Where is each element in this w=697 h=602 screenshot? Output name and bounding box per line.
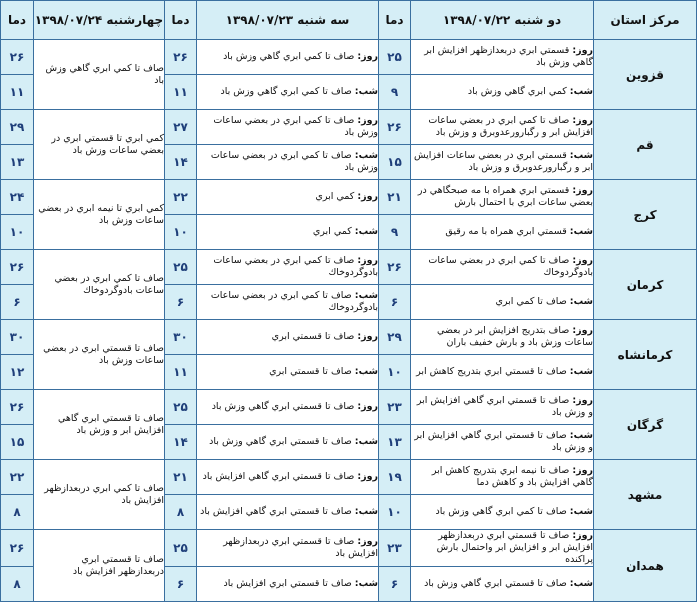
header-day2-temp: دما	[165, 1, 197, 40]
day2-night-forecast	[197, 75, 379, 110]
day2-max-temp: ۲۷	[165, 110, 197, 145]
day3-min-temp: ۶	[1, 285, 34, 320]
day3-forecast: صاف تا قسمتي ابري گاهي افزايش ابر و وزش باد	[34, 390, 165, 460]
period-label: شب:	[569, 226, 593, 237]
period-label: شب:	[354, 290, 378, 301]
header-day3: چهارشنبه ۱۳۹۸/۰۷/۲۴	[34, 1, 165, 40]
day2-day-forecast	[197, 460, 379, 495]
province-name: همدان	[594, 530, 697, 602]
day1-min-temp: ۱۰	[379, 355, 411, 390]
day1-max-temp: ۱۹	[379, 460, 411, 495]
period-label: شب:	[569, 296, 593, 307]
day2-day-forecast	[197, 110, 379, 145]
day1-min-temp: ۱۵	[379, 145, 411, 180]
period-label: شب:	[354, 436, 378, 447]
day2-day-forecast	[197, 180, 379, 215]
forecast-text: صاف تا كمي ابري در بعضي ساعات بادوگردوخاك	[210, 290, 378, 313]
day1-night-forecast	[411, 567, 594, 602]
day2-min-temp: ۱۱	[165, 355, 197, 390]
period-label: روز:	[357, 51, 378, 62]
period-label: روز:	[357, 536, 378, 547]
forecast-text: قسمتي ابري همراه با مه رقيق	[445, 226, 567, 237]
day2-min-temp: ۱۴	[165, 145, 197, 180]
period-label: شب:	[569, 86, 593, 97]
period-label: روز:	[572, 45, 593, 56]
day3-max-temp: ۲۹	[1, 110, 34, 145]
period-label: شب:	[354, 506, 378, 517]
day2-max-temp: ۲۵	[165, 250, 197, 285]
forecast-text: صاف تا كمي ابري در بعضي ساعات بادوگردوخاك	[213, 255, 378, 278]
day1-night-forecast	[411, 355, 594, 390]
forecast-text: صاف بتدريج افزايش ابر در بعضي ساعات وزش باد و بارش خفيف باران	[436, 325, 593, 348]
day2-night-forecast	[197, 145, 379, 180]
day3-max-temp: ۲۶	[1, 250, 34, 285]
day2-min-temp: ۱۰	[165, 215, 197, 250]
day3-forecast: كمي ابري تا نيمه ابري در بعضي ساعات وزش باد	[34, 180, 165, 250]
period-label: روز:	[572, 255, 593, 266]
period-label: شب:	[569, 578, 593, 589]
day2-min-temp: ۱۴	[165, 425, 197, 460]
forecast-text: صاف تا قسمتي ابري گاهي وزش باد	[424, 578, 567, 589]
period-label: شب:	[569, 506, 593, 517]
day3-forecast: صاف تا قسمتي ابري در بعضي ساعات وزش باد	[34, 320, 165, 390]
province-name: كرج	[594, 180, 697, 250]
day1-night-forecast	[411, 425, 594, 460]
day3-forecast: صاف تا كمي ابري گاهي وزش باد	[34, 40, 165, 110]
forecast-text: صاف تا قسمتي ابري بتدريج كاهش ابر	[416, 366, 567, 377]
forecast-text: كمي ابري	[312, 226, 352, 237]
day2-max-temp: ۲۵	[165, 390, 197, 425]
forecast-text: صاف تا قسمتي ابري دربعدازظهر افزايش باد	[223, 536, 378, 559]
forecast-text: صاف تا قسمتي ابري دربعدازظهر افزايش ابر و افزايش ابر واحتمال بارش پراكنده	[436, 530, 593, 565]
day3-forecast: صاف تا كمي ابري در بعضي ساعات بادوگردوخاك	[34, 250, 165, 320]
forecast-text: قسمتي ابري دربعدازظهر افزايش ابر گاهي وزش باد	[424, 45, 593, 68]
period-label: روز:	[357, 255, 378, 266]
period-label: روز:	[357, 191, 378, 202]
forecast-text: صاف تا كمي ابري در بعضي ساعات وزش باد	[210, 150, 378, 173]
day3-min-temp: ۱۰	[1, 215, 34, 250]
forecast-text: صاف تا قسمتي ابري گاهي افزايش ابر و وزش باد	[414, 430, 593, 453]
day1-max-temp: ۲۳	[379, 390, 411, 425]
day2-max-temp: ۲۲	[165, 180, 197, 215]
day2-max-temp: ۲۶	[165, 40, 197, 75]
header-day1-temp: دما	[379, 1, 411, 40]
day3-forecast: صاف تا قسمتي ابري دربعدازظهر افزايش باد	[34, 530, 165, 602]
forecast-text: صاف تا كمي ابري گاهي وزش باد	[223, 51, 355, 62]
day1-night-forecast	[411, 75, 594, 110]
forecast-text: صاف تا كمي ابري گاهي وزش باد	[220, 86, 352, 97]
forecast-body	[1, 40, 697, 602]
forecast-text: كمي ابري	[315, 191, 355, 202]
period-label: روز:	[357, 401, 378, 412]
day3-min-temp: ۱۲	[1, 355, 34, 390]
table-row	[1, 180, 697, 215]
day3-max-temp: ۲۲	[1, 460, 34, 495]
day2-min-temp: ۸	[165, 495, 197, 530]
day3-min-temp: ۸	[1, 567, 34, 602]
day3-max-temp: ۲۶	[1, 390, 34, 425]
day1-day-forecast	[411, 40, 594, 75]
day1-day-forecast	[411, 460, 594, 495]
day2-min-temp: ۶	[165, 285, 197, 320]
forecast-text: صاف تا قسمتي ابري گاهي افزايش باد	[202, 471, 355, 482]
day1-max-temp: ۲۶	[379, 110, 411, 145]
day1-max-temp: ۲۶	[379, 250, 411, 285]
day1-day-forecast	[411, 530, 594, 567]
forecast-text: صاف تا قسمتي ابري گاهي وزش باد	[209, 436, 352, 447]
table-row	[1, 460, 697, 495]
period-label: روز:	[572, 465, 593, 476]
day3-max-temp: ۲۶	[1, 40, 34, 75]
day3-max-temp: ۲۶	[1, 530, 34, 567]
day2-max-temp: ۳۰	[165, 320, 197, 355]
day1-min-temp: ۶	[379, 285, 411, 320]
day3-min-temp: ۱۳	[1, 145, 34, 180]
day1-max-temp: ۲۳	[379, 530, 411, 567]
day1-day-forecast	[411, 320, 594, 355]
forecast-text: صاف تا قسمتي ابري گاهي افزايش ابر و وزش باد	[416, 395, 593, 418]
period-label: شب:	[569, 366, 593, 377]
day1-max-temp: ۲۱	[379, 180, 411, 215]
table-row	[1, 530, 697, 567]
day2-day-forecast	[197, 320, 379, 355]
province-name: كرمانشاه	[594, 320, 697, 390]
period-label: روز:	[572, 395, 593, 406]
day3-max-temp: ۲۴	[1, 180, 34, 215]
day2-day-forecast	[197, 390, 379, 425]
period-label: شب:	[354, 366, 378, 377]
day1-min-temp: ۹	[379, 75, 411, 110]
day3-forecast: صاف تا كمي ابري دربعدازظهر افزايش باد	[34, 460, 165, 530]
header-province: مرکز استان	[594, 1, 697, 40]
day1-min-temp: ۱۳	[379, 425, 411, 460]
day2-night-forecast	[197, 355, 379, 390]
province-name: مشهد	[594, 460, 697, 530]
period-label: شب:	[569, 150, 593, 161]
day1-max-temp: ۲۹	[379, 320, 411, 355]
table-row	[1, 40, 697, 75]
day1-day-forecast	[411, 110, 594, 145]
forecast-text: صاف تا كمي ابري در بعضي ساعات بادوگردوخاك	[428, 255, 593, 278]
period-label: روز:	[572, 325, 593, 336]
day1-night-forecast	[411, 495, 594, 530]
table-row	[1, 320, 697, 355]
forecast-text: كمي ابري گاهي وزش باد	[467, 86, 567, 97]
period-label: روز:	[357, 471, 378, 482]
forecast-text: صاف تا كمي ابري در بعضي ساعات افزايش ابر و رگبارورعدوبرق و وزش باد	[428, 115, 593, 138]
day1-night-forecast	[411, 285, 594, 320]
day2-max-temp: ۲۱	[165, 460, 197, 495]
forecast-text: صاف تا نيمه ابري بتدريج كاهش ابر گاهي افزايش باد و كاهش دما	[431, 465, 593, 488]
period-label: روز:	[357, 115, 378, 126]
day2-night-forecast	[197, 567, 379, 602]
day2-night-forecast	[197, 285, 379, 320]
day1-min-temp: ۱۰	[379, 495, 411, 530]
province-name: قزوين	[594, 40, 697, 110]
day1-day-forecast	[411, 250, 594, 285]
forecast-text: صاف تا قسمتي ابري	[271, 331, 355, 342]
table-row	[1, 250, 697, 285]
period-label: روز:	[572, 185, 593, 196]
province-name: گرگان	[594, 390, 697, 460]
day3-min-temp: ۱۱	[1, 75, 34, 110]
forecast-text: صاف تا قسمتي ابري گاهي افزايش باد	[200, 506, 352, 517]
day2-day-forecast	[197, 250, 379, 285]
day1-day-forecast	[411, 390, 594, 425]
province-name: قم	[594, 110, 697, 180]
period-label: روز:	[572, 115, 593, 126]
day2-night-forecast	[197, 495, 379, 530]
forecast-text: صاف تا قسمتي ابري افزايش باد	[223, 578, 352, 589]
header-day3-temp: دما	[1, 1, 34, 40]
period-label: شب:	[354, 86, 378, 97]
forecast-text: صاف تا قسمتي ابري	[269, 366, 352, 377]
day1-night-forecast	[411, 215, 594, 250]
period-label: روز:	[572, 530, 593, 541]
day3-min-temp: ۱۵	[1, 425, 34, 460]
day2-night-forecast	[197, 215, 379, 250]
day1-min-temp: ۹	[379, 215, 411, 250]
day2-min-temp: ۱۱	[165, 75, 197, 110]
day3-min-temp: ۸	[1, 495, 34, 530]
day1-max-temp: ۲۵	[379, 40, 411, 75]
forecast-text: صاف تا كمي ابري در بعضي ساعات وزش باد	[213, 115, 378, 138]
day2-day-forecast	[197, 40, 379, 75]
forecast-text: صاف تا قسمتي ابري گاهي وزش باد	[211, 401, 355, 412]
day1-min-temp: ۶	[379, 567, 411, 602]
day1-day-forecast	[411, 180, 594, 215]
forecast-text: قسمتي ابري همراه با مه صبحگاهي در بعضي ساعات ابري با احتمال بارش	[417, 185, 593, 208]
province-name: كرمان	[594, 250, 697, 320]
period-label: شب:	[354, 226, 378, 237]
day3-max-temp: ۳۰	[1, 320, 34, 355]
day1-night-forecast	[411, 145, 594, 180]
day2-min-temp: ۶	[165, 567, 197, 602]
period-label: روز:	[357, 331, 378, 342]
table-row	[1, 390, 697, 425]
forecast-text: صاف تا كمي ابري گاهي وزش باد	[435, 506, 567, 517]
header-day2: سه شنبه ۱۳۹۸/۰۷/۲۳	[197, 1, 379, 40]
forecast-text: قسمتي ابري در بعضي ساعات افزايش ابر و رگبارورعدوبرق و وزش باد	[414, 150, 593, 173]
period-label: شب:	[354, 578, 378, 589]
period-label: شب:	[569, 430, 593, 441]
header-day1: دو شنبه ۱۳۹۸/۰۷/۲۲	[411, 1, 594, 40]
table-row	[1, 110, 697, 145]
period-label: شب:	[354, 150, 378, 161]
day2-max-temp: ۲۵	[165, 530, 197, 567]
header-row	[1, 1, 697, 40]
day3-forecast: كمي ابري تا قسمتي ابري در بعضي ساعات وزش باد	[34, 110, 165, 180]
day2-day-forecast	[197, 530, 379, 567]
forecast-text: صاف تا كمي ابري	[495, 296, 567, 307]
day2-night-forecast	[197, 425, 379, 460]
